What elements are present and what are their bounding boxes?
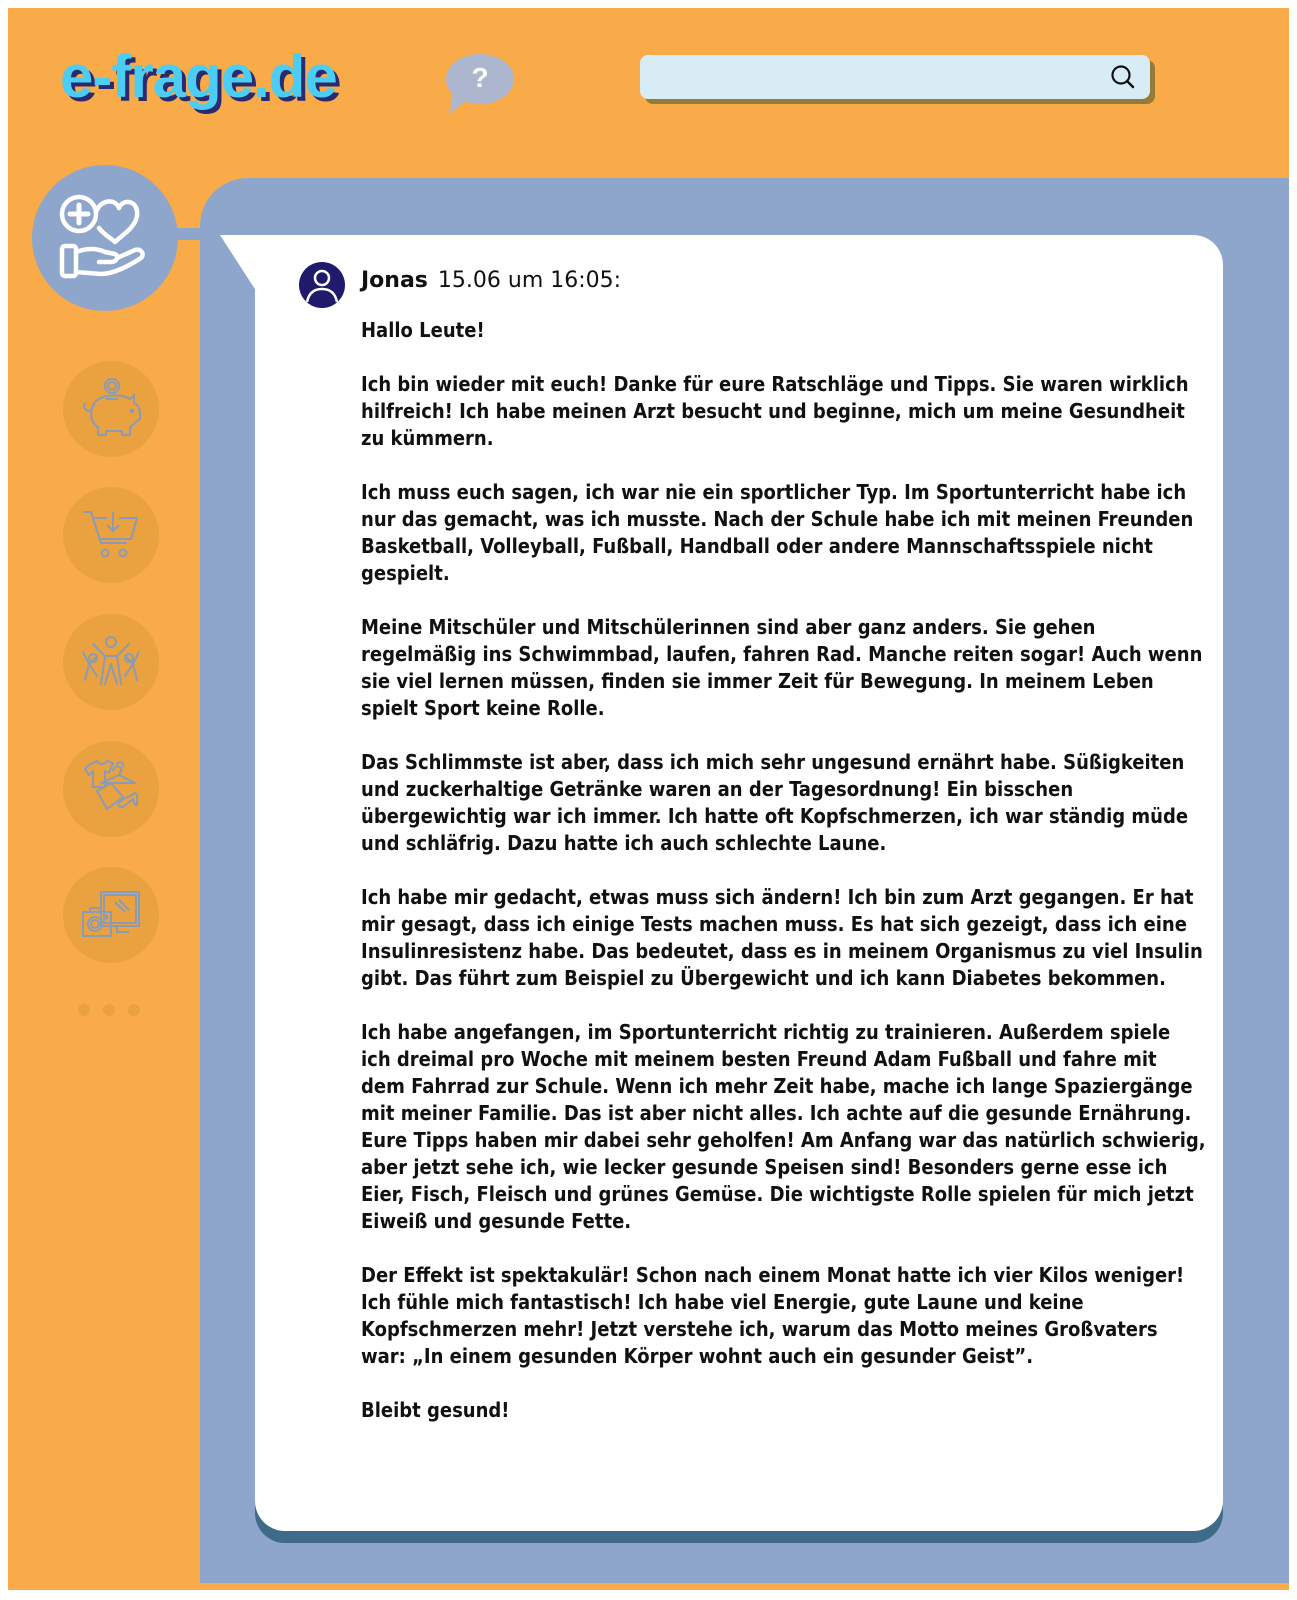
- question-bubble-icon: ?: [446, 54, 514, 104]
- site-logo[interactable]: e-frage.de: [60, 43, 337, 110]
- post-paragraph: Ich muss euch sagen, ich war nie ein sportlicher Typ. Im Sportunterricht habe ich nur das gemacht, was ich musste. Nach der Schule habe ich mit meinen Freunden Basketball, Volleyball, Fußball, Handball oder andere Mannschaftsspiele nicht gespielt.: [361, 480, 1194, 585]
- more-dots-icon[interactable]: [78, 1004, 140, 1016]
- post-body: [361, 317, 1206, 1451]
- piggy-bank-icon: [76, 377, 146, 441]
- post-author[interactable]: Jonas: [361, 268, 428, 293]
- sidebar-item-electronics[interactable]: [63, 867, 159, 963]
- sidebar-item-fashion[interactable]: [63, 741, 159, 837]
- user-avatar-icon: [299, 262, 345, 308]
- people-jumping-icon: [79, 634, 143, 690]
- search-bar[interactable]: [640, 55, 1150, 99]
- avatar[interactable]: [299, 262, 345, 308]
- post-paragraph: Ich habe mir gedacht, etwas muss sich ändern! Ich bin zum Arzt gegangen. Er hat mir gesagt, dass ich einige Tests machen muss. Es hat sich gezeigt, dass ich eine Insulinresistenz habe. Das bedeutet, dass es in meinem Organismus zu viel Insulin gibt. Das führt zum Beispiel zu Übergewicht und ich kann Diabetes bekommen.: [361, 885, 1203, 990]
- clothing-hangers-icon: [79, 757, 143, 821]
- speech-tail: [220, 235, 260, 297]
- health-care-hand-heart-icon: [57, 190, 153, 286]
- post-paragraph: Meine Mitschüler und Mitschülerinnen sind aber ganz anders. Sie gehen regelmäßig ins Schwimmbad, laufen, fahren Rad. Manche reiten sogar! Auch wenn sie viel lernen müssen, finden sie immer Zeit für Bewegung. In meinem Leben spielt Sport keine Rolle.: [361, 615, 1203, 720]
- post-paragraph: Hallo Leute!: [361, 318, 485, 342]
- post-paragraph: Das Schlimmste ist aber, dass ich mich sehr ungesund ernährt habe. Süßigkeiten und zuckerhaltige Getränke waren an der Tagesordnung! Ein bisschen übergewichtig war ich immer. Ich hatte oft Kopfschmerzen, ich war ständig müde und schläfrig. Dazu hatte ich auch schlechte Laune.: [361, 750, 1189, 855]
- post-timestamp: 15.06 um 16:05:: [437, 268, 622, 293]
- shopping-cart-icon: [81, 509, 141, 561]
- search-icon[interactable]: [1110, 64, 1136, 90]
- post-paragraph: Bleibt gesund!: [361, 1398, 510, 1422]
- sidebar-item-health-active[interactable]: [32, 165, 178, 311]
- sidebar-item-finance[interactable]: [63, 361, 159, 457]
- sidebar-item-shopping[interactable]: [63, 487, 159, 583]
- post-paragraph: Ich bin wieder mit euch! Danke für eure Ratschläge und Tipps. Sie waren wirklich hilfreich! Ich habe meinen Arzt besucht und beginne, mich um meine Gesundheit zu kümmern.: [361, 372, 1189, 450]
- search-input[interactable]: [652, 61, 1096, 95]
- sidebar-item-sport[interactable]: [63, 614, 159, 710]
- camera-monitor-icon: [81, 890, 141, 940]
- post-paragraph: Der Effekt ist spektakulär! Schon nach einem Monat hatte ich vier Kilos weniger! Ich fühle mich fantastisch! Ich habe viel Energie, gute Laune und keine Kopfschmerzen mehr! Jetzt verstehe ich, warum das Motto meines Großvaters war: „In einem gesunden Körper wohnt auch ein gesunder Geist”.: [361, 1263, 1185, 1368]
- post-header: [361, 268, 621, 293]
- post-paragraph: Ich habe angefangen, im Sportunterricht richtig zu trainieren. Außerdem spiele ich dreimal pro Woche mit meinem besten Freund Adam Fußball und fahre mit dem Fahrrad zur Schule. Wenn ich mehr Zeit habe, mache ich lange Spaziergänge mit meiner Familie. Das ist aber nicht alles. Ich achte auf die gesunde Ernährung. Eure Tipps haben mir dabei sehr geholfen! Am Anfang war das natürlich schwierig, aber jetzt sehe ich, wie lecker gesunde Speisen sind! Besonders gerne esse ich Eier, Fisch, Fleisch und grünes Gemüse. Die wichtigste Rolle spielen für mich jetzt Eiweiß und gesunde Fette.: [361, 1020, 1206, 1233]
